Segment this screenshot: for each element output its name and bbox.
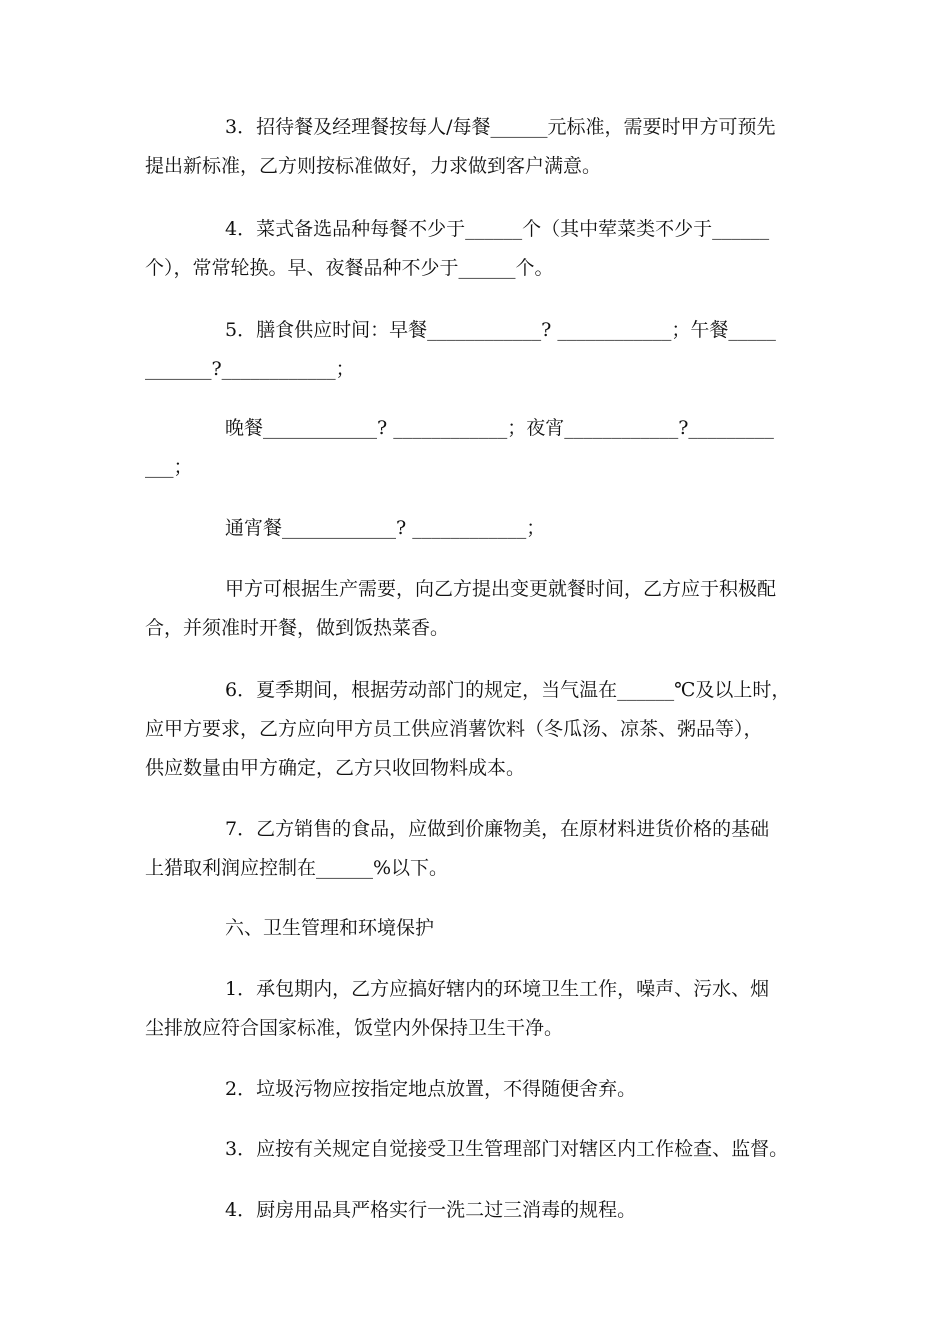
time-change-line-1: 甲方可根据生产需要，向乙方提出变更就餐时间，乙方应于积极配 bbox=[225, 578, 777, 600]
time-change-line-2: 合，并须准时开餐，做到饭热菜香。 bbox=[145, 617, 450, 639]
overnight-meal-line: 通宵餐____________? ____________； bbox=[225, 517, 546, 539]
clause-6-line-3: 供应数量由甲方确定，乙方只收回物料成本。 bbox=[145, 757, 526, 779]
clause-7-line-1: 7．乙方销售的食品，应做到价廉物美，在原材料进货价格的基础 bbox=[225, 818, 770, 840]
clause-7-line-2: 上猎取利润应控制在______%以下。 bbox=[145, 857, 449, 879]
clause-5-line-1: 5．膳食供应时间：早餐____________? ____________；午餐_____ bbox=[225, 319, 776, 341]
hygiene-4: 4．厨房用品具严格实行一洗二过三消毒的规程。 bbox=[225, 1199, 637, 1221]
dinner-time-line-2: ___； bbox=[145, 456, 193, 478]
clause-6-line-2: 应甲方要求，乙方应向甲方员工供应消薯饮料（冬瓜汤、凉茶、粥品等）， bbox=[145, 718, 763, 740]
hygiene-1-line-1: 1．承包期内，乙方应搞好辖内的环境卫生工作，噪声、污水、烟 bbox=[225, 978, 770, 1000]
clause-5-line-2: _______?____________； bbox=[145, 358, 355, 380]
clause-6-line-1: 6．夏季期间，根据劳动部门的规定，当气温在______℃及以上时， bbox=[225, 679, 791, 701]
hygiene-3: 3．应按有关规定自觉接受卫生管理部门对辖区内工作检查、监督。 bbox=[225, 1138, 789, 1160]
hygiene-2: 2．垃圾污物应按指定地点放置，不得随便舍弃。 bbox=[225, 1078, 637, 1100]
clause-3-line-1: 3．招待餐及经理餐按每人/每餐______元标准，需要时甲方可预先 bbox=[225, 116, 776, 138]
clause-4-line-2: 个），常常轮换。早、夜餐品种不少于______个。 bbox=[145, 257, 554, 279]
dinner-time-line-1: 晚餐____________? ____________；夜宵____________?_________ bbox=[225, 417, 774, 439]
section-heading: 六、卫生管理和环境保护 bbox=[225, 917, 435, 939]
clause-4-line-1: 4．菜式备选品种每餐不少于______个（其中荤菜类不少于______ bbox=[225, 218, 770, 240]
clause-3-line-2: 提出新标准，乙方则按标准做好，力求做到客户满意。 bbox=[145, 155, 602, 177]
hygiene-1-line-2: 尘排放应符合国家标准，饭堂内外保持卫生干净。 bbox=[145, 1017, 564, 1039]
